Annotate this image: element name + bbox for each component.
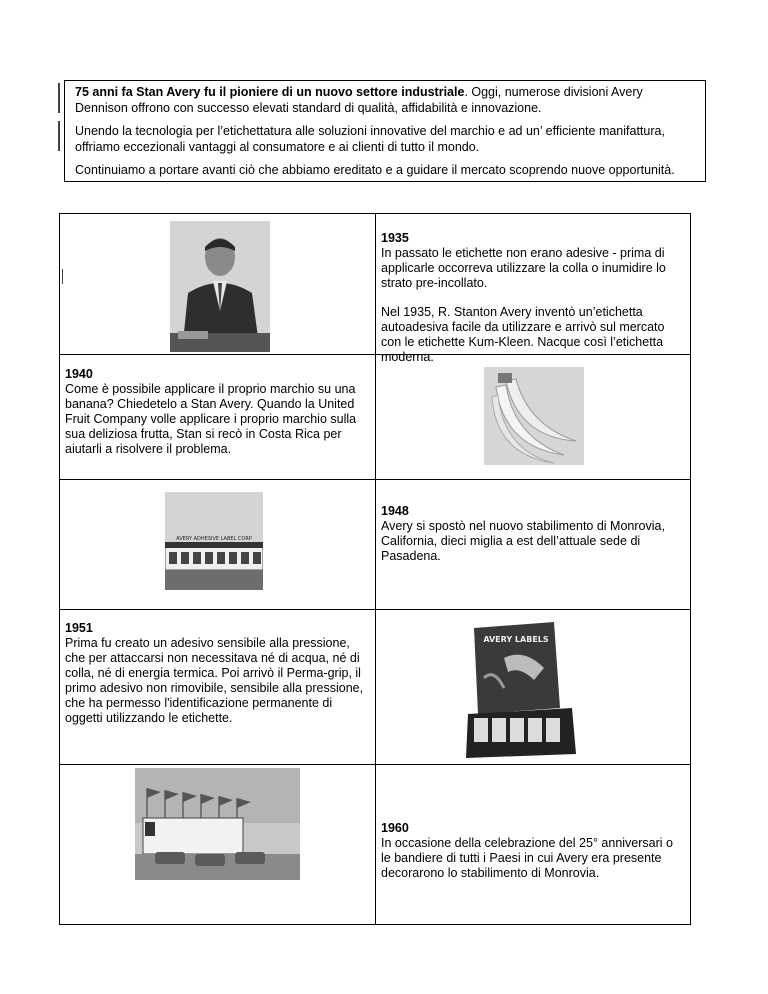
intro-lead: 75 anni fa Stan Avery fu il pioniere di un nuovo settore industriale bbox=[75, 85, 465, 99]
timeline-table bbox=[59, 213, 691, 925]
timeline-row bbox=[60, 479, 690, 610]
year-label: 1948 bbox=[381, 504, 409, 518]
text-cell bbox=[375, 214, 691, 364]
timeline-row bbox=[60, 764, 690, 925]
timeline-paragraph: In occasione della celebrazione del 25° anniversari o le bandiere di tutti i Paesi in cui Avery era presente decorarono lo stabilimento di Monrovia. bbox=[381, 836, 673, 880]
portrait-photo bbox=[170, 221, 270, 352]
flags-building-photo bbox=[135, 768, 300, 880]
timeline-text bbox=[381, 821, 685, 881]
photo-cell bbox=[60, 214, 375, 354]
factory-sign-text: AVERY ADHESIVE LABEL CORP bbox=[176, 536, 252, 542]
timeline-text bbox=[65, 367, 369, 457]
revision-bar bbox=[62, 269, 63, 284]
timeline-text bbox=[381, 504, 685, 564]
year-label: 1951 bbox=[65, 621, 93, 635]
photo-cell bbox=[375, 610, 691, 765]
revision-bar bbox=[58, 83, 60, 113]
timeline-paragraph: Prima fu creato un adesivo sensibile alla pressione, che per attaccarsi non necessitava né di acqua, né di colla, né di energia termica. Poi arrivò il Perma-grip, il primo adesivo non rimovibile, sensibile alla pressione, che ha permesso l'identificazione permanente di oggetti utilizzando le etichette. bbox=[65, 636, 364, 725]
bananas-photo bbox=[484, 367, 584, 465]
timeline-paragraph: In passato le etichette non erano adesive - prima di applicarle occorreva utilizzare la colla o inumidire lo strato pre-incollato. bbox=[381, 246, 666, 290]
text-cell bbox=[375, 480, 691, 610]
photo-cell bbox=[60, 480, 375, 610]
timeline-paragraph: Avery si spostò nel nuovo stabilimento di Monrovia, California, dieci miglia a est dell’attuale sede di Pasadena. bbox=[381, 519, 665, 563]
intro-paragraph: Unendo la tecnologia per l’etichettatura alle soluzioni innovative del marchio e ad un’ efficiente manifattura, offriamo eccezionali vantaggi al consumatore e ai clienti di tutto il mondo. bbox=[75, 124, 665, 154]
timeline-paragraph: Come è possibile applicare il proprio marchio su una banana? Chiedetelo a Stan Avery. Quando la United Fruit Company volle applicare i proprio marchio sulla sua deliziosa frutta, Stan si recò in Costa Rica per aiutarli a risolvere il problema. bbox=[65, 382, 357, 456]
year-label: 1960 bbox=[381, 821, 409, 835]
photo-cell bbox=[60, 765, 375, 925]
intro-paragraph bbox=[75, 84, 697, 116]
timeline-row bbox=[60, 214, 690, 364]
timeline-row bbox=[60, 354, 690, 480]
intro-paragraph: Continuiamo a portare avanti ciò che abbiamo ereditato e a guidare il mercato scoprendo nuove opportunità. bbox=[75, 163, 675, 177]
factory-photo bbox=[165, 492, 263, 590]
timeline-paragraph: Nel 1935, R. Stanton Avery inventò un’etichetta autoadesiva facile da utilizzare e arrivò sul mercato con le etichette Kum-Kleen. Nacque così l’etichetta moderna. bbox=[381, 305, 665, 364]
photo-cell bbox=[375, 355, 691, 480]
year-label: 1935 bbox=[381, 231, 409, 245]
timeline-text bbox=[381, 231, 685, 365]
intro-box bbox=[64, 80, 706, 182]
text-cell bbox=[60, 610, 375, 765]
text-cell bbox=[375, 765, 691, 925]
intro-text: . Oggi, numerose divisioni Avery Dennison offrono con successo elevati standard di qualità, affidabilità e innovazione. bbox=[75, 85, 643, 115]
timeline-text bbox=[65, 621, 369, 726]
label-dispenser-photo bbox=[464, 618, 579, 758]
text-cell bbox=[60, 355, 375, 480]
timeline-row bbox=[60, 609, 690, 765]
year-label: 1940 bbox=[65, 367, 93, 381]
revision-bar bbox=[58, 121, 60, 151]
dispenser-sign-text: AVERY LABELS bbox=[483, 635, 549, 644]
